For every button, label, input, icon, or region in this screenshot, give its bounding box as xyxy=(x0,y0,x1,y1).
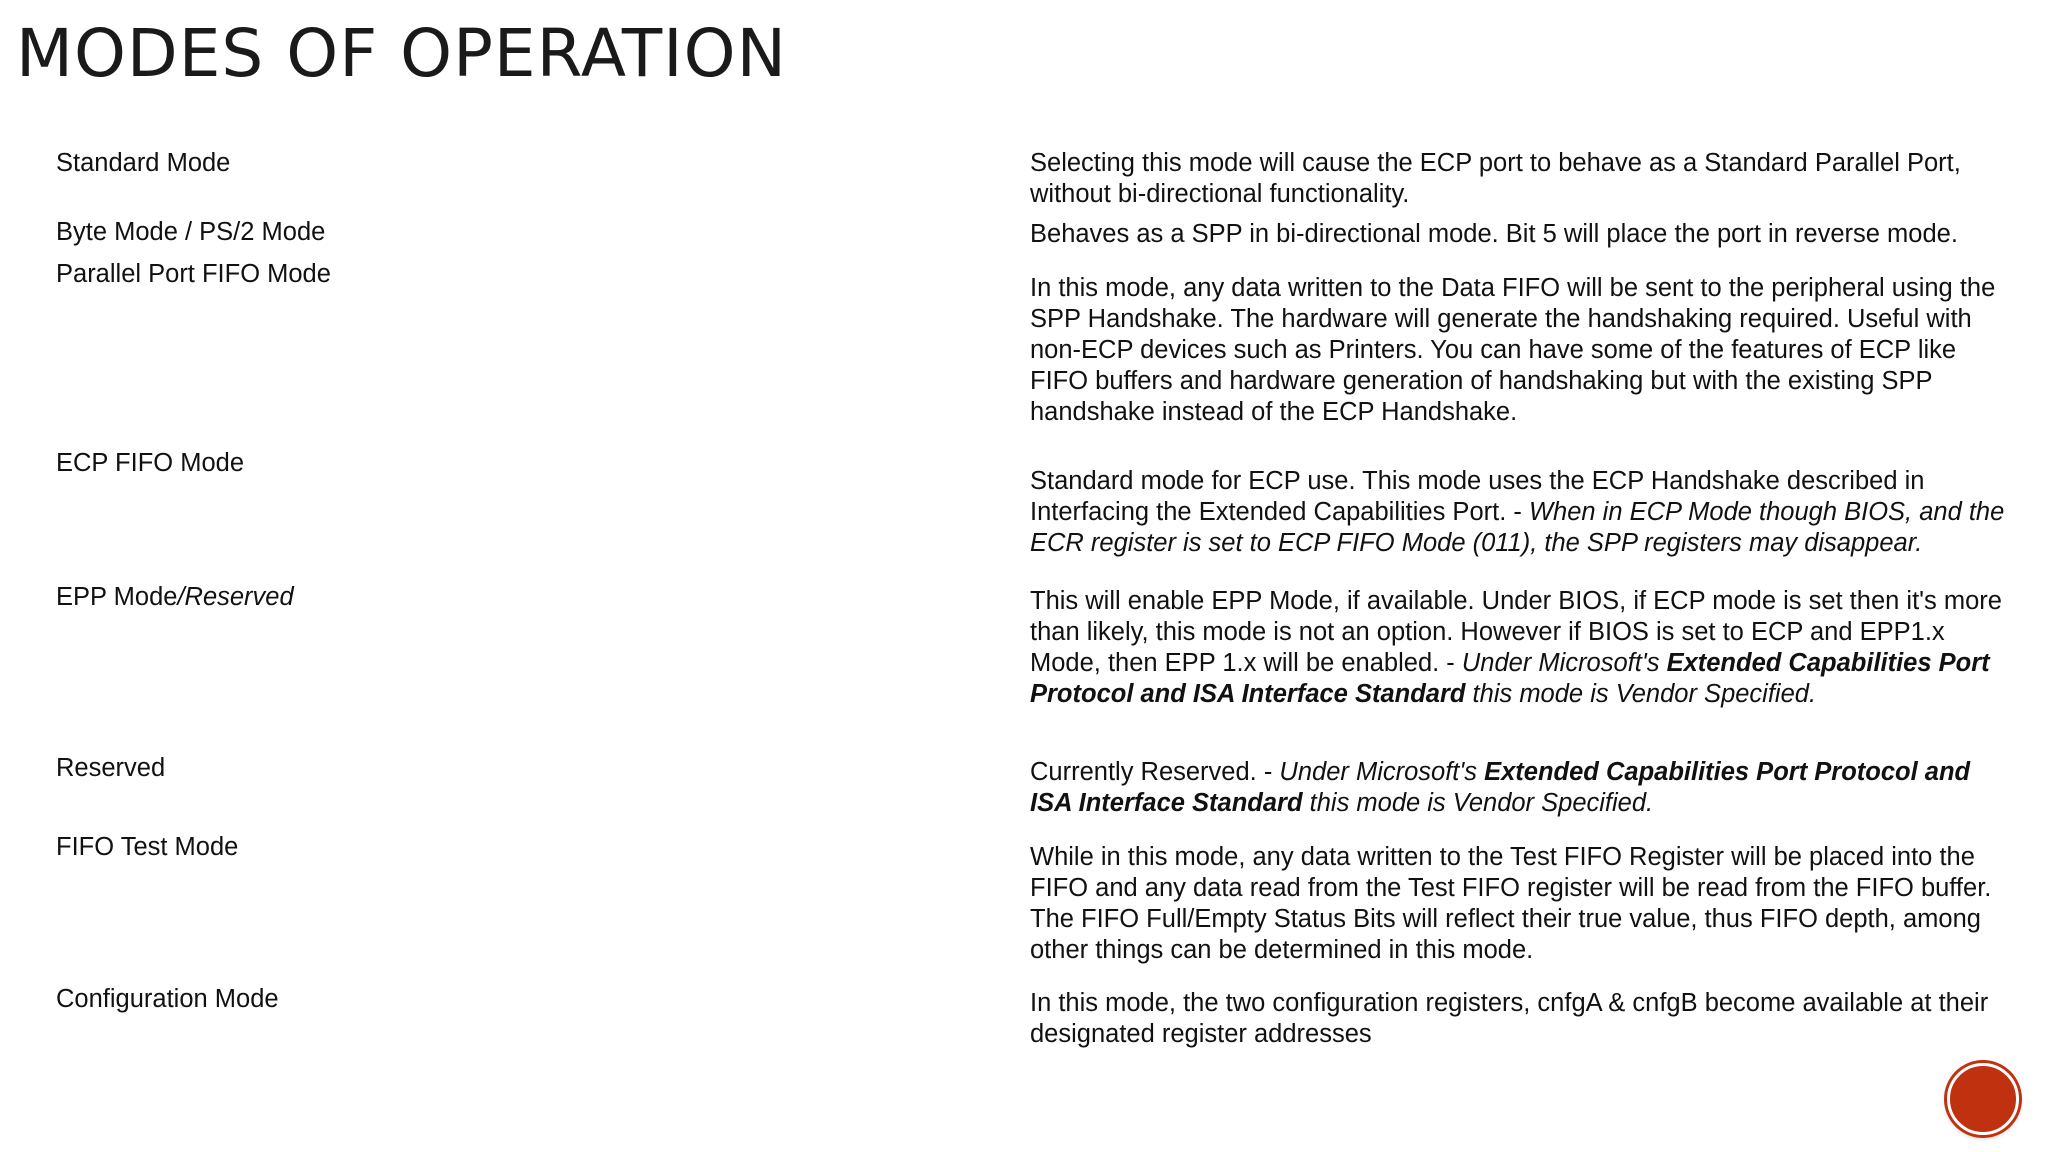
mode-desc-configuration-text: In this mode, the two configuration registers, cnfgA & cnfgB become available at their designated register addresses xyxy=(1030,989,1989,1048)
mode-desc-standard xyxy=(1030,148,2010,210)
mode-desc-reserved-note-suffix: this mode is Vendor Specified. xyxy=(1302,789,1654,817)
mode-desc-ecp-fifo-text: Standard mode for ECP use. This mode uses the ECP Handshake described in Interfacing the Extended Capabilities Port. - xyxy=(1030,467,1925,526)
mode-desc-byte-text: Behaves as a SPP in bi-directional mode. Bit 5 will place the port in reverse mode. xyxy=(1030,220,1958,248)
mode-desc-configuration xyxy=(1030,988,2010,1050)
mode-name-byte: Byte Mode / PS/2 Mode xyxy=(56,218,326,246)
mode-desc-reserved-note-standard: Extended Capabilities Port Protocol and ISA Interface Standard xyxy=(1030,758,1971,817)
mode-name-ecp-fifo: ECP FIFO Mode xyxy=(56,449,245,477)
mode-name-epp-suffix: /Reserved xyxy=(177,583,294,611)
mode-name-epp-main: EPP Mode xyxy=(56,583,178,611)
mode-desc-parallel-fifo xyxy=(1030,273,2010,428)
mode-desc-byte xyxy=(1030,219,2010,250)
mode-desc-reserved-text: Currently Reserved. - xyxy=(1030,758,1280,786)
mode-desc-reserved xyxy=(1030,757,2010,819)
mode-desc-epp-note-prefix: Under Microsoft's xyxy=(1461,649,1667,677)
mode-desc-standard-text: Selecting this mode will cause the ECP port to behave as a Standard Parallel Port, without bi-directional functionality. xyxy=(1030,149,1961,208)
mode-name-configuration: Configuration Mode xyxy=(56,985,279,1013)
mode-name-fifo-test: FIFO Test Mode xyxy=(56,833,239,861)
mode-desc-epp-note-suffix: this mode is Vendor Specified. xyxy=(1465,680,1817,708)
mode-name-standard: Standard Mode xyxy=(56,149,231,177)
mode-desc-fifo-test xyxy=(1030,842,2010,966)
mode-name-epp xyxy=(56,582,294,613)
mode-desc-ecp-fifo-note: When in ECP Mode though BIOS, and the ECR register is set to ECP FIFO Mode (011), the SPP registers may disappear. xyxy=(1030,498,2005,557)
slide-title: MODES OF OPERATION xyxy=(16,15,787,92)
mode-desc-ecp-fifo xyxy=(1030,466,2010,559)
mode-desc-epp xyxy=(1030,586,2010,710)
mode-desc-epp-text: This will enable EPP Mode, if available. Under BIOS, if ECP mode is set then it's more than likely, this mode is not an option. However if BIOS is set to ECP and EPP1.x Mode, then EPP 1.x will be enabled. - xyxy=(1030,587,2002,677)
mode-name-parallel-fifo: Parallel Port FIFO Mode xyxy=(56,260,331,288)
mode-desc-parallel-fifo-text: In this mode, any data written to the Data FIFO will be sent to the peripheral using the SPP Handshake. The hardware will generate the handshaking required. Useful with non-ECP devices such as Printers. You can have some of the features of ECP like FIFO buffers and hardware generation of handshaking but with the existing SPP handshake instead of the ECP Handshake. xyxy=(1030,274,1996,426)
mode-desc-reserved-note-prefix: Under Microsoft's xyxy=(1279,758,1485,786)
mode-desc-fifo-test-text: While in this mode, any data written to the Test FIFO Register will be placed into the FIFO and any data read from the Test FIFO register will be read from the FIFO buffer. The FIFO Full/Empty Status Bits will reflect their true value, thus FIFO depth, among other things can be determined in this mode. xyxy=(1030,843,1992,964)
mode-desc-epp-note-standard: Extended Capabilities Port Protocol and ISA Interface Standard xyxy=(1030,649,1990,708)
slide-nav-button[interactable] xyxy=(1947,1063,2019,1135)
mode-name-reserved: Reserved xyxy=(56,754,166,782)
